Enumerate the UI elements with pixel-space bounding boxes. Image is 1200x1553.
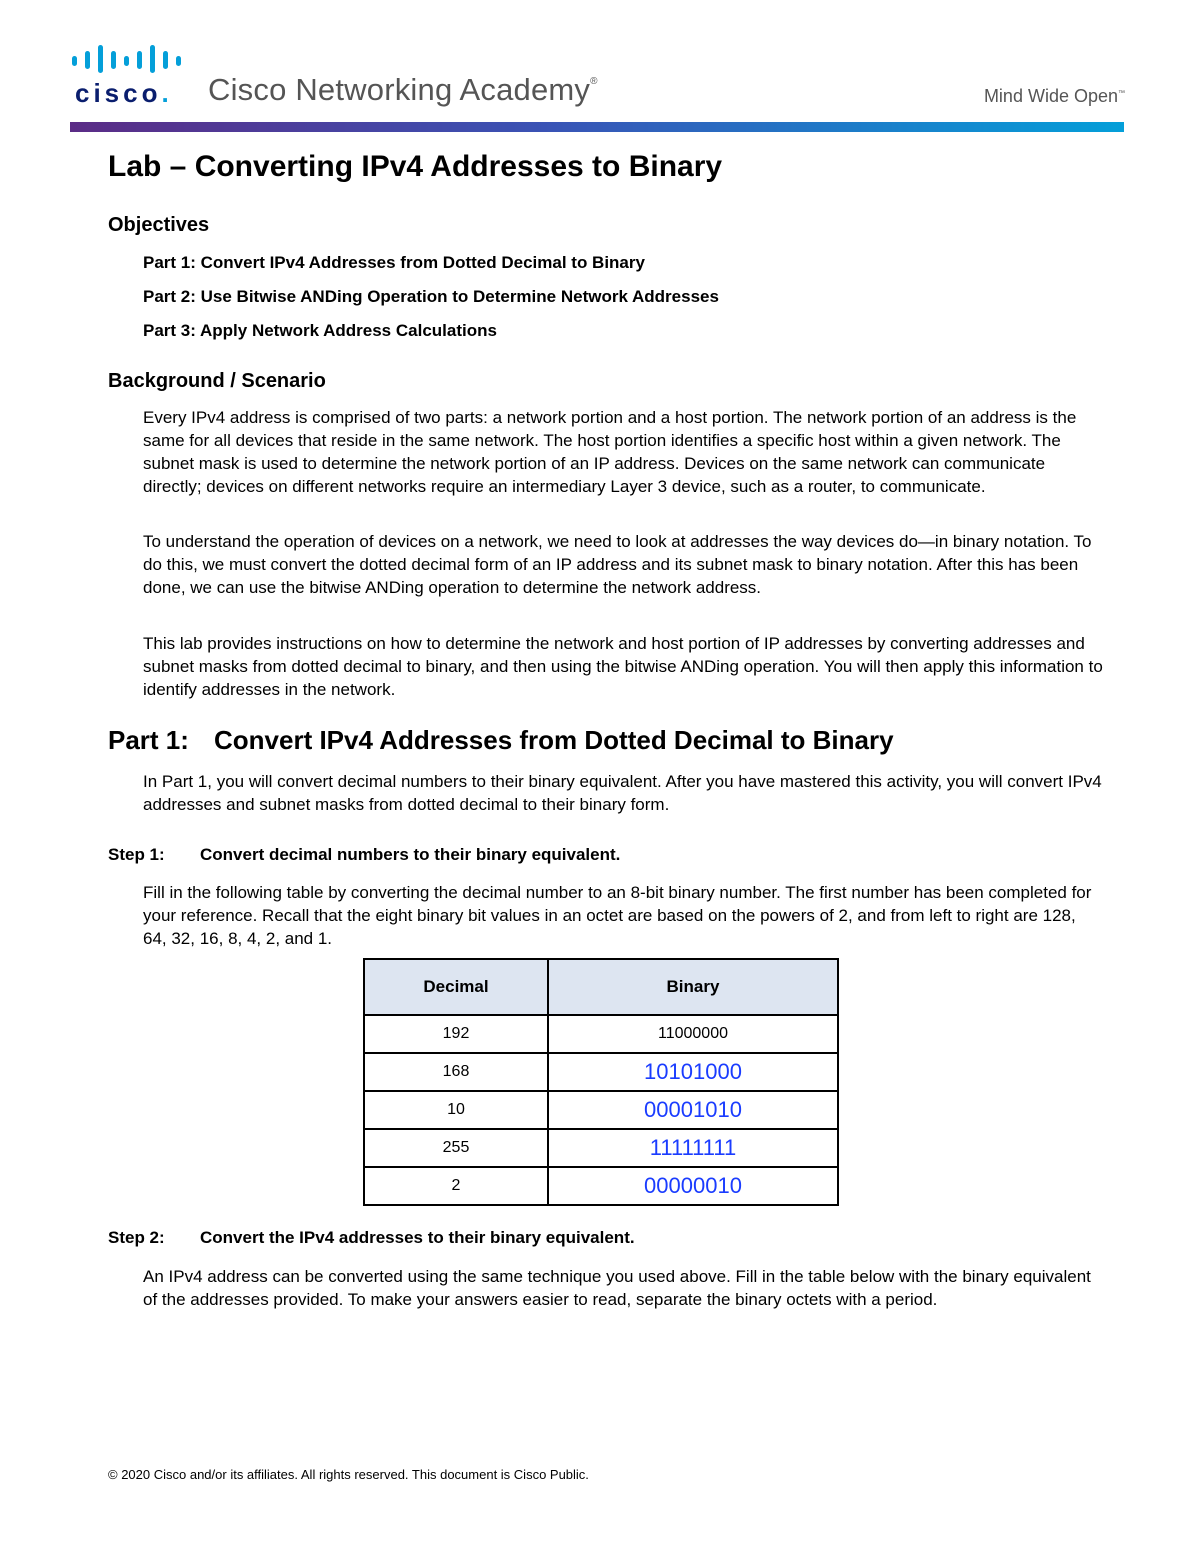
background-paragraph: Every IPv4 address is comprised of two parts: a network portion and a host portion. The network portion of an address is the same for all devices that reside in the same network. The host portion identifies a specific host within a given network. The subnet mask is used to determine the network portion of an IP address. Devices on the same network can communicate directly; devices on different networks require an intermediary Layer 3 device, such as a router, to communicate. [143, 408, 1077, 496]
page-title: Lab – Converting IPv4 Addresses to Binary [108, 150, 723, 183]
objective-item: Part 3: Apply Network Address Calculations [143, 321, 497, 340]
background-paragraph: This lab provides instructions on how to determine the network and host portion of IP addresses by converting addresses and subnet masks from dotted decimal to binary, and then using the bitwise ANDing operation. You will then apply this information to identify addresses in the network. [143, 634, 1103, 699]
part1-intro: In Part 1, you will convert decimal numbers to their binary equivalent. After you have mastered this activity, you will convert IPv4 addresses and subnet masks from dotted decimal to their binary form. [143, 772, 1102, 814]
step1-text: Fill in the following table by converting the decimal number to an 8-bit binary number. The first number has been completed for your reference. Recall that the eight binary bit values in an octet are based on the powers of 2, and from left to right are 128, 64, 32, 16, 8, 4, 2, and 1. [143, 883, 1092, 948]
decimal-cell: 168 [364, 1053, 548, 1091]
page-header [0, 0, 1200, 140]
table-row [364, 1091, 838, 1129]
decimal-cell: 192 [364, 1015, 548, 1053]
table-row [364, 1167, 838, 1205]
binary-answer-cell: 00000010 [548, 1167, 838, 1205]
objectives-heading: Objectives [108, 214, 210, 236]
binary-cell: 11000000 [548, 1015, 838, 1053]
step2-text: An IPv4 address can be converted using the same technique you used above. Fill in the table below with the binary equivalent of the addresses provided. To make your answers easier to read, separate the binary octets with a period. [143, 1267, 1091, 1309]
step1-heading: Step 1: Convert decimal numbers to their binary equivalent. [108, 845, 621, 864]
decimal-column-header: Decimal [364, 959, 548, 1015]
binary-answer-cell: 10101000 [548, 1053, 838, 1091]
tagline: Mind Wide Open™ [983, 86, 1125, 106]
background-paragraph: To understand the operation of devices on a network, we need to look at addresses the way devices do—in binary notation. To do this, we must convert the dotted decimal form of an IP address and its subnet mask to binary notation. After this has been done, we can use the bitwise ANDing operation to determine the network address. [143, 532, 1092, 597]
table-row [364, 1129, 838, 1167]
copyright-footer: © 2020 Cisco and/or its affiliates. All rights reserved. This document is Cisco Public. [108, 1467, 589, 1482]
decimal-cell: 2 [364, 1167, 548, 1205]
cisco-wordmark: cisco. [75, 78, 173, 108]
objective-item: Part 2: Use Bitwise ANDing Operation to Determine Network Addresses [143, 287, 719, 306]
part1-heading: Part 1: Convert IPv4 Addresses from Dotted Decimal to Binary [108, 725, 894, 755]
table-row [364, 1015, 838, 1053]
objective-item: Part 1: Convert IPv4 Addresses from Dotted Decimal to Binary [143, 253, 645, 272]
decimal-cell: 255 [364, 1129, 548, 1167]
table-row [364, 1053, 838, 1091]
binary-answer-cell: 11111111 [548, 1129, 838, 1167]
binary-answer-cell: 00001010 [548, 1091, 838, 1129]
academy-title: Cisco Networking Academy® [208, 72, 598, 107]
binary-column-header: Binary [548, 959, 838, 1015]
header-divider [70, 122, 1124, 132]
cisco-logo-icon [70, 44, 182, 74]
background-heading: Background / Scenario [108, 370, 326, 392]
decimal-binary-table [363, 958, 839, 1206]
decimal-cell: 10 [364, 1091, 548, 1129]
step2-heading: Step 2: Convert the IPv4 addresses to their binary equivalent. [108, 1228, 635, 1247]
table-header-row [364, 959, 838, 1015]
